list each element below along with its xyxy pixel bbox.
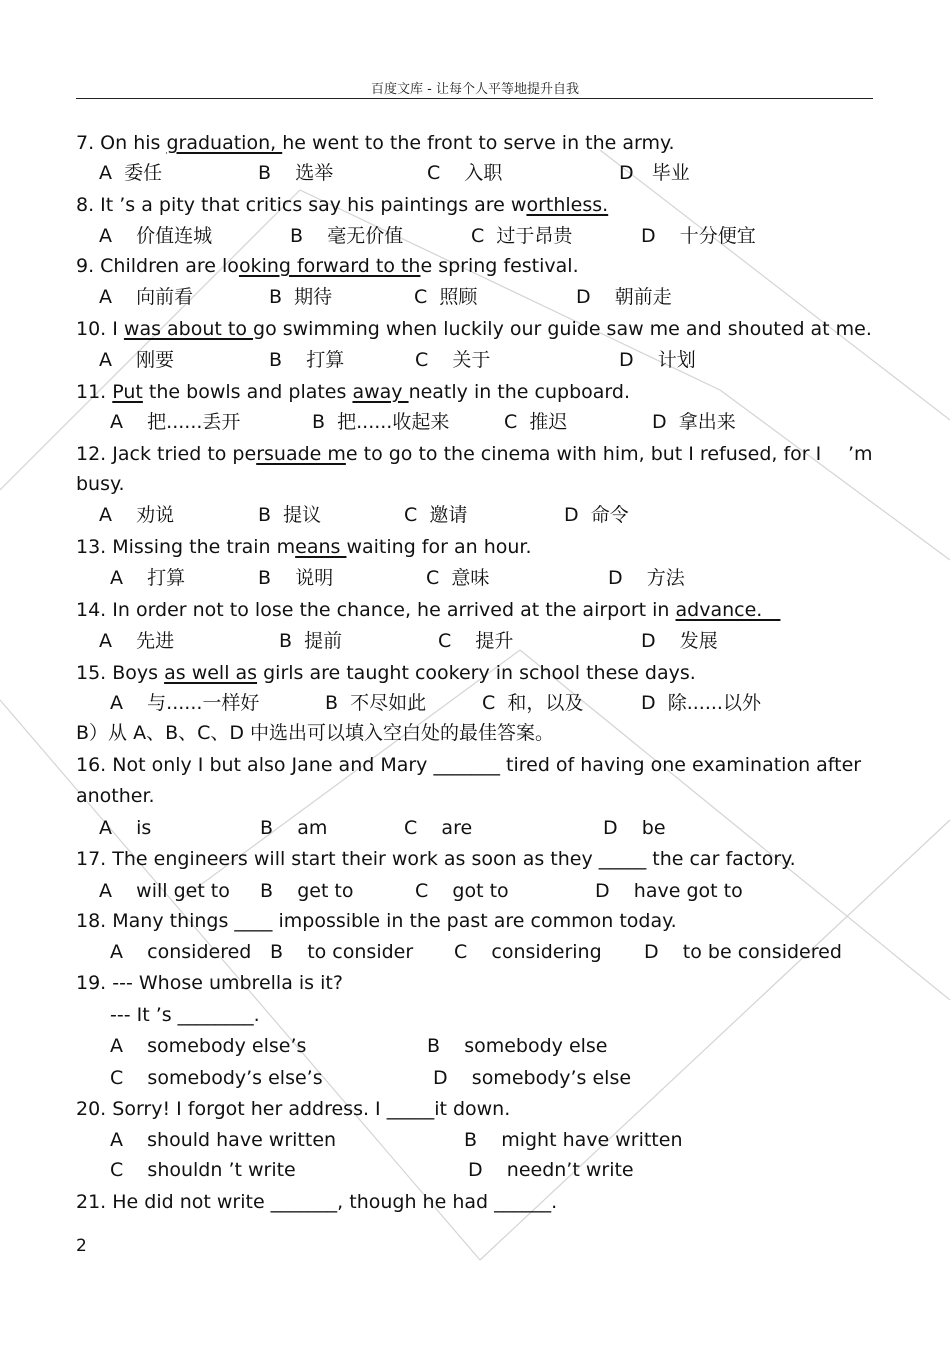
question-8: 8. It ’s a pity that critics say his paintings are worthless. bbox=[76, 194, 609, 216]
q14-option-b: B 提前 bbox=[279, 630, 343, 652]
q8-option-b: B 毫无价值 bbox=[290, 225, 404, 247]
q7-option-d: D 毕业 bbox=[619, 162, 690, 184]
question-18: 18. Many things ____ impossible in the past are common today. bbox=[76, 910, 677, 932]
question-7: 7. On his graduation, he went to the front to serve in the army. bbox=[76, 132, 675, 154]
q14-option-d: D 发展 bbox=[641, 630, 718, 652]
question-19-line2: --- It ’s ________. bbox=[110, 1004, 260, 1026]
q17-option-b: B get to bbox=[260, 880, 354, 902]
q16-option-a: A is bbox=[99, 817, 152, 839]
q11-option-a: A 把......丢开 bbox=[110, 411, 241, 433]
q17-option-c: C got to bbox=[415, 880, 509, 902]
q20-option-d: D needn’t write bbox=[468, 1159, 634, 1181]
q9-option-d: D 朝前走 bbox=[576, 286, 672, 308]
question-12-tail: ’m bbox=[848, 443, 873, 465]
q15-option-b: B 不尽如此 bbox=[325, 692, 427, 714]
q10-option-c: C 关于 bbox=[415, 349, 491, 371]
question-15: 15. Boys as well as girls are taught cookery in school these days. bbox=[76, 662, 696, 684]
q7-option-b: B 选举 bbox=[258, 162, 334, 184]
page-header: 百度文库 - 让每个人平等地提升自我 bbox=[371, 82, 579, 97]
question-12-line2: busy. bbox=[76, 473, 125, 495]
q9-option-c: C 照顾 bbox=[414, 286, 478, 308]
q19-option-b: B somebody else bbox=[427, 1035, 608, 1057]
q15-option-c: C 和，以及 bbox=[482, 692, 584, 714]
question-14: 14. In order not to lose the chance, he arrived at the airport in advance. bbox=[76, 599, 781, 621]
q18-option-b: B to consider bbox=[270, 941, 414, 963]
q8-option-c: C 过于昂贵 bbox=[471, 225, 573, 247]
q20-option-a: A should have written bbox=[110, 1129, 337, 1151]
q14-option-c: C 提升 bbox=[438, 630, 514, 652]
q16-option-d: D be bbox=[603, 817, 666, 839]
section-b-heading: B）从 A、B、C、D 中选出可以填入空白处的最佳答案。 bbox=[76, 722, 555, 744]
q19-option-d: D somebody’s else bbox=[433, 1067, 632, 1089]
q8-option-a: A 价值连城 bbox=[99, 225, 213, 247]
q11-option-c: C 推迟 bbox=[504, 411, 568, 433]
question-11: 11. Put the bowls and plates away neatly in the cupboard. bbox=[76, 381, 630, 403]
q12-option-b: B 提议 bbox=[258, 504, 322, 526]
q18-option-d: D to be considered bbox=[644, 941, 842, 963]
q15-option-a: A 与......一样好 bbox=[110, 692, 260, 714]
q20-option-b: B might have written bbox=[464, 1129, 683, 1151]
q9-option-b: B 期待 bbox=[269, 286, 333, 308]
question-9: 9. Children are looking forward to the spring festival. bbox=[76, 255, 579, 277]
q16-option-b: B am bbox=[260, 817, 328, 839]
q12-option-d: D 命令 bbox=[564, 504, 629, 526]
q9-option-a: A 向前看 bbox=[99, 286, 194, 308]
q15-option-d: D 除......以外 bbox=[641, 692, 761, 714]
q12-option-c: C 邀请 bbox=[404, 504, 468, 526]
question-16: 16. Not only I but also Jane and Mary _______ tired of having one examination after bbox=[76, 754, 862, 776]
question-13: 13. Missing the train means waiting for an hour. bbox=[76, 536, 532, 558]
q16-option-c: C are bbox=[404, 817, 473, 839]
q10-option-d: D 计划 bbox=[619, 349, 696, 371]
q11-option-b: B 把......收起来 bbox=[312, 411, 450, 433]
question-16-line2: another. bbox=[76, 785, 155, 807]
question-10: 10. I was about to go swimming when luckily our guide saw me and shouted at me. bbox=[76, 318, 872, 340]
q7-option-a: A 委任 bbox=[99, 162, 163, 184]
q13-option-d: D 方法 bbox=[608, 567, 685, 589]
q13-option-c: C 意味 bbox=[426, 567, 490, 589]
header-rule bbox=[76, 98, 873, 99]
question-12: 12. Jack tried to persuade me to go to the cinema with him, but I refused, for I bbox=[76, 443, 822, 465]
q12-option-a: A 劝说 bbox=[99, 504, 175, 526]
page-number: 2 bbox=[76, 1236, 87, 1256]
q17-option-a: A will get to bbox=[99, 880, 230, 902]
q13-option-b: B 说明 bbox=[258, 567, 334, 589]
question-17: 17. The engineers will start their work as soon as they _____ the car factory. bbox=[76, 848, 796, 870]
q20-option-c: C shouldn ’t write bbox=[110, 1159, 296, 1181]
q10-option-a: A 刚要 bbox=[99, 349, 175, 371]
question-19: 19. --- Whose umbrella is it? bbox=[76, 972, 343, 994]
q13-option-a: A 打算 bbox=[110, 567, 186, 589]
q18-option-a: A considered bbox=[110, 941, 252, 963]
question-21: 21. He did not write _______, though he had ______. bbox=[76, 1191, 558, 1213]
q10-option-b: B 打算 bbox=[269, 349, 345, 371]
q18-option-c: C considering bbox=[454, 941, 602, 963]
question-20: 20. Sorry! I forgot her address. I _____it down. bbox=[76, 1098, 511, 1120]
q11-option-d: D 拿出来 bbox=[652, 411, 736, 433]
q17-option-d: D have got to bbox=[595, 880, 743, 902]
q14-option-a: A 先进 bbox=[99, 630, 175, 652]
q7-option-c: C 入职 bbox=[427, 162, 503, 184]
q8-option-d: D 十分便宜 bbox=[641, 225, 756, 247]
q19-option-c: C somebody’s else’s bbox=[110, 1067, 323, 1089]
q19-option-a: A somebody else’s bbox=[110, 1035, 307, 1057]
